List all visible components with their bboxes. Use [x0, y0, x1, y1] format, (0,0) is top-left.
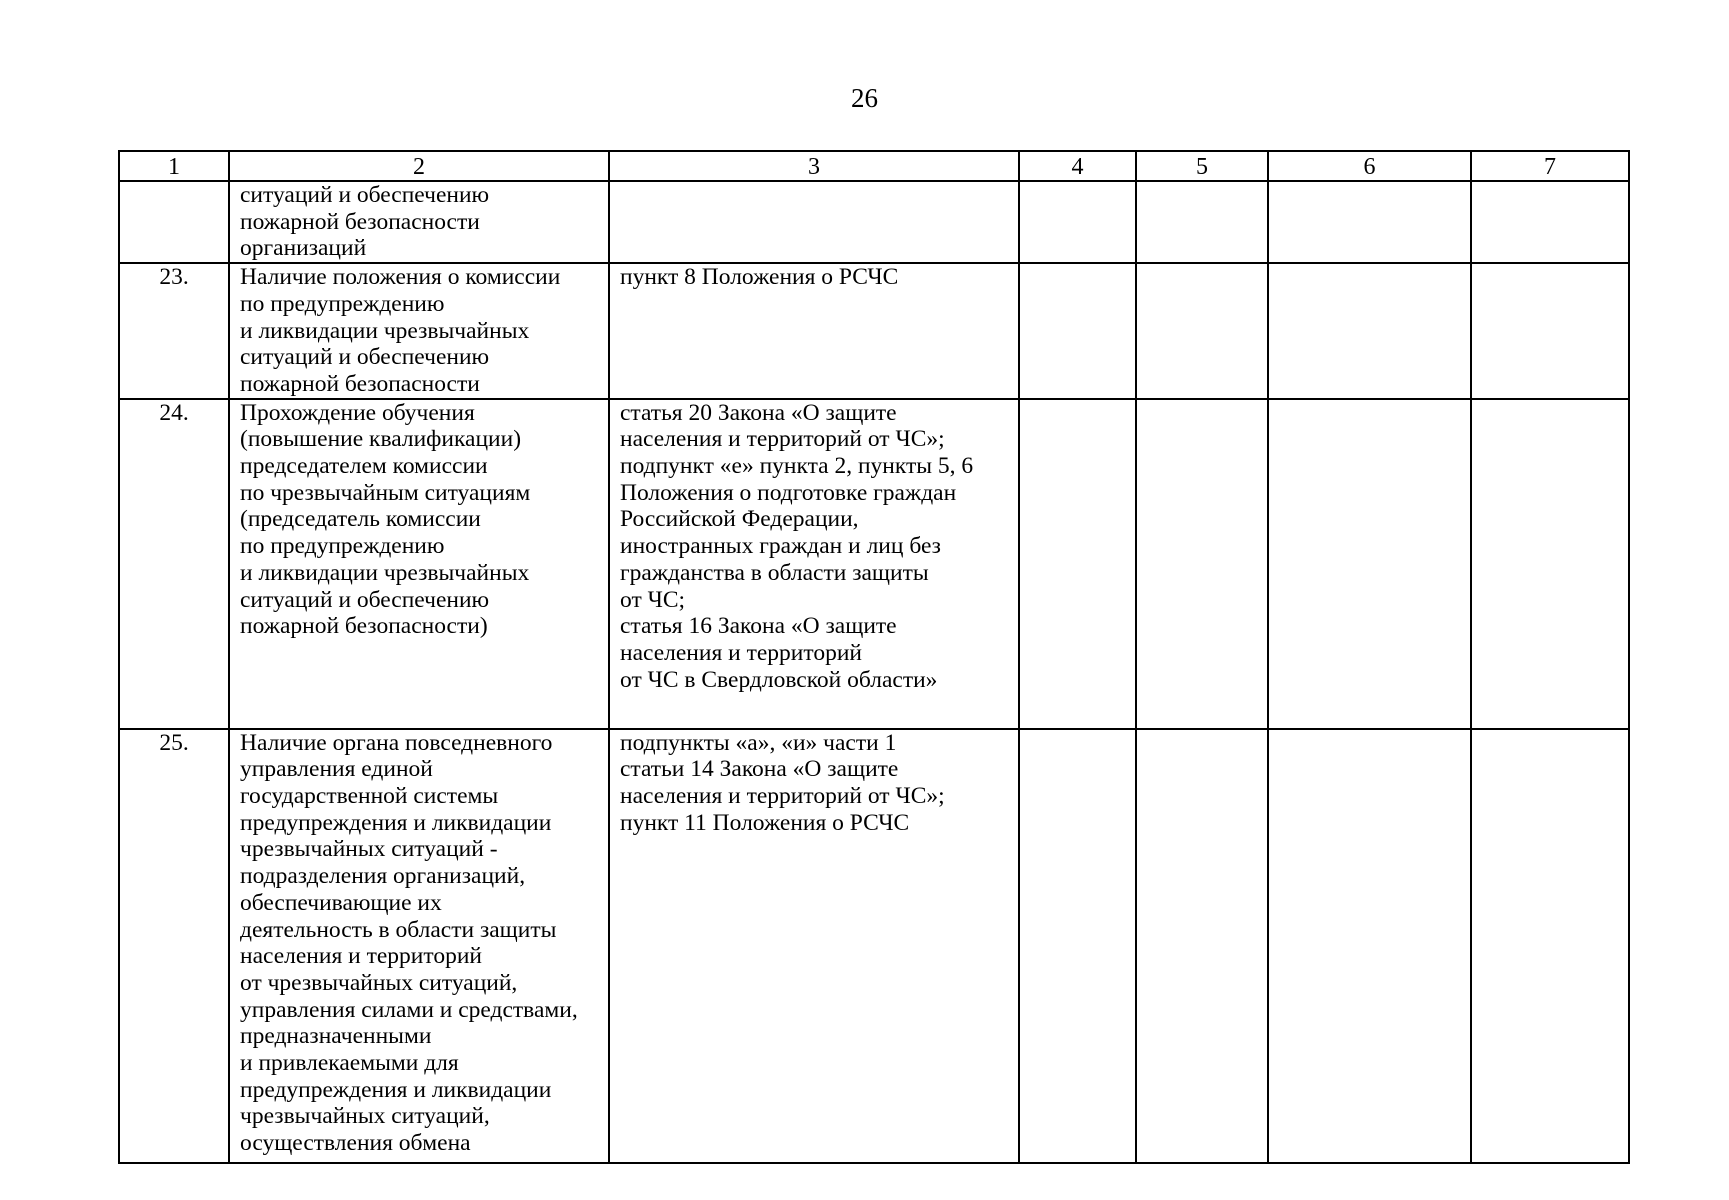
column-header-5: 5 — [1136, 151, 1268, 181]
text-line: по чрезвычайным ситуациям — [240, 479, 531, 506]
column-header-3: 3 — [609, 151, 1019, 181]
text-line: подпункты «а», «и» части 1 — [620, 729, 897, 756]
text-line: подразделения организаций, — [240, 863, 526, 890]
text-line: пожарной безопасности — [240, 370, 480, 397]
requirement-cell — [229, 729, 609, 1163]
text-line: Наличие органа повседневного — [240, 729, 553, 756]
text-line: управления единой — [240, 756, 433, 783]
column-6-cell — [1268, 729, 1471, 1163]
requirement-cell — [229, 181, 609, 263]
column-5-cell — [1136, 263, 1268, 399]
column-5-cell — [1136, 399, 1268, 729]
column-7-cell — [1471, 263, 1629, 399]
text-line: населения и территорий от ЧС»; — [620, 783, 945, 810]
text-line: пункт 11 Положения о РСЧС — [620, 809, 910, 836]
column-header-4: 4 — [1019, 151, 1136, 181]
column-4-cell — [1019, 729, 1136, 1163]
column-6-cell — [1268, 263, 1471, 399]
text-line: пожарной безопасности) — [240, 613, 488, 640]
text-line: (председатель комиссии — [240, 506, 481, 533]
row-number: 25. — [119, 729, 229, 1163]
text-line: Положения о подготовке граждан — [620, 479, 957, 506]
column-7-cell — [1471, 181, 1629, 263]
text-line: председателем комиссии — [240, 453, 488, 480]
column-4-cell — [1019, 181, 1136, 263]
requirement-cell — [229, 399, 609, 729]
column-header-6: 6 — [1268, 151, 1471, 181]
text-line: ситуаций и обеспечению — [240, 182, 490, 208]
column-header-1: 1 — [119, 151, 229, 181]
text-line: населения и территорий — [620, 639, 862, 666]
text-line: пожарной безопасности — [240, 208, 480, 235]
text-line: населения и территорий — [240, 943, 482, 970]
text-line: Прохождение обучения — [240, 399, 475, 426]
row-number — [119, 181, 229, 263]
text-line: предназначенными — [240, 1023, 432, 1050]
text-line: подпункт «е» пункта 2, пункты 5, 6 — [620, 453, 974, 480]
column-6-cell — [1268, 181, 1471, 263]
text-line: статьи 14 Закона «О защите — [620, 756, 899, 783]
table-row — [119, 399, 1629, 729]
legal-basis-cell — [609, 729, 1019, 1163]
text-line: ситуаций и обеспечению — [240, 344, 490, 371]
table-row — [119, 729, 1629, 1163]
header-row — [119, 151, 1629, 181]
text-line: ситуаций и обеспечению — [240, 586, 490, 613]
column-5-cell — [1136, 729, 1268, 1163]
column-5-cell — [1136, 181, 1268, 263]
legal-basis-cell — [609, 263, 1019, 399]
text-line: статья 16 Закона «О защите — [620, 613, 897, 640]
requirement-cell — [229, 263, 609, 399]
page-number: 26 — [851, 83, 878, 113]
text-line: и привлекаемыми для — [240, 1050, 459, 1077]
text-line: обеспечивающие их — [240, 889, 442, 916]
text-line: и ликвидации чрезвычайных — [240, 559, 530, 586]
text-line: Наличие положения о комиссии — [240, 264, 561, 291]
text-line: деятельность в области защиты — [240, 916, 557, 943]
text-line: по предупреждению — [240, 533, 445, 560]
text-line: и ликвидации чрезвычайных — [240, 317, 530, 344]
column-4-cell — [1019, 399, 1136, 729]
text-line: организаций — [240, 235, 367, 262]
text-line: гражданства в области защиты — [620, 559, 929, 586]
legal-basis-cell — [609, 399, 1019, 729]
column-4-cell — [1019, 263, 1136, 399]
legal-basis-cell — [609, 181, 1019, 263]
column-7-cell — [1471, 729, 1629, 1163]
text-line: Российской Федерации, — [620, 506, 859, 533]
text-line: управления силами и средствами, — [240, 996, 578, 1023]
column-header-2: 2 — [229, 151, 609, 181]
text-line: по предупреждению — [240, 290, 445, 317]
text-line: чрезвычайных ситуаций - — [240, 836, 498, 863]
text-line: (повышение квалификации) — [240, 426, 522, 453]
text-line: от чрезвычайных ситуаций, — [240, 969, 518, 996]
column-6-cell — [1268, 399, 1471, 729]
text-line: населения и территорий от ЧС»; — [620, 426, 945, 453]
text-line: предупреждения и ликвидации — [240, 1076, 552, 1103]
text-line: от ЧС; — [620, 586, 686, 613]
row-number: 24. — [119, 399, 229, 729]
text-line: предупреждения и ликвидации — [240, 809, 552, 836]
text-line: государственной системы — [240, 783, 499, 810]
table-row — [119, 181, 1629, 263]
table-row — [119, 263, 1629, 399]
text-line: от ЧС в Свердловской области» — [620, 666, 938, 693]
text-line: осуществления обмена — [240, 1130, 471, 1157]
column-7-cell — [1471, 399, 1629, 729]
text-line: чрезвычайных ситуаций, — [240, 1103, 490, 1130]
row-number: 23. — [119, 263, 229, 399]
text-line: пункт 8 Положения о РСЧС — [620, 264, 899, 291]
text-line: иностранных граждан и лиц без — [620, 533, 941, 560]
requirements-table — [118, 150, 1630, 1164]
text-line: статья 20 Закона «О защите — [620, 399, 897, 426]
column-header-7: 7 — [1471, 151, 1629, 181]
